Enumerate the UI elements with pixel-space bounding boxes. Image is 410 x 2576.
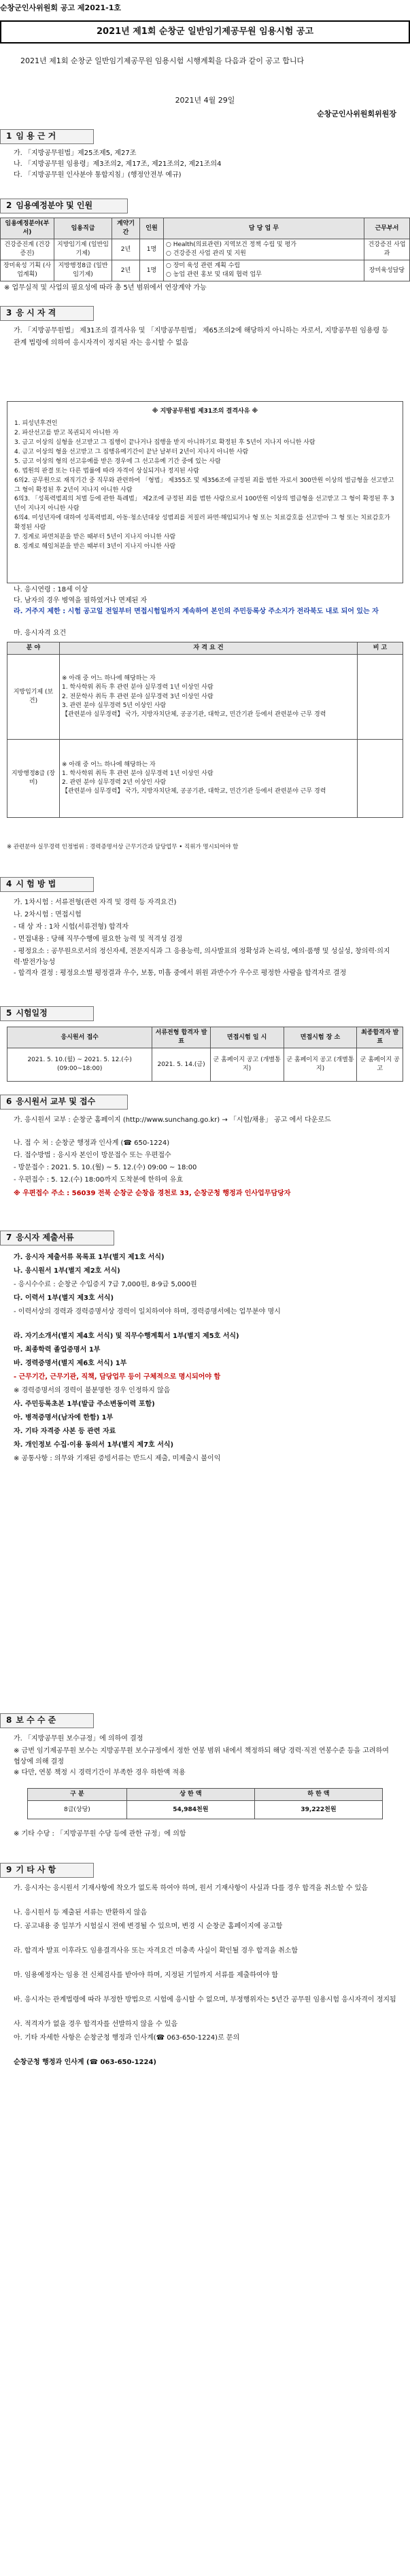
th: 응시원서 접수: [7, 1027, 152, 1048]
cell: ○ 장미 육성 관련 계획 수립 ○ 농업 관련 홍보 및 대외 협력 업무: [164, 260, 364, 281]
th: 면접시험 일 시: [210, 1027, 284, 1048]
header-note: 순창군인사위원회 공고 제2021-1호: [0, 3, 122, 12]
s9-line-5: 마. 임용예정자는 임용 전 신체검사를 받아야 하며, 지정된 기일까지 서류를 제출하여야 함: [14, 1972, 279, 1979]
s6-line-4: - 방문접수 : 2021. 5. 10.(월) ~ 5. 12.(수) 09:00 ~ 18:00: [14, 1164, 197, 1171]
s6-line-2: 나. 접 수 처 : 순창군 행정과 인사계 (☎ 650-1224): [14, 1139, 170, 1147]
s8-salary-table: [27, 1788, 383, 1819]
cell: 장미육성담당: [364, 260, 410, 281]
cell: 지방임기제 (일반임기제): [54, 239, 112, 260]
section-number: 8: [6, 1715, 12, 1725]
th: 비 고: [358, 642, 403, 655]
s6-line-1: 가. 응시원서 교부 : 순창군 홈페이지 (http://www.sunchang.go.kr) → 「시험/채용」 공고 에서 다운로드: [14, 1116, 331, 1124]
s7-line-2: 나. 응시원서 1부(별지 제2호 서식): [14, 1267, 120, 1275]
s8-line-3: ※ 다만, 연봉 책정 시 경력기간이 부족한 경우 하한액 적용: [14, 1769, 186, 1776]
cell: 건강증진계 (건강증진): [1, 239, 54, 260]
cell: 군 홈페이지 공고: [357, 1048, 403, 1082]
th: 담 당 업 무: [164, 218, 364, 239]
th: 자 격 요 건: [60, 642, 358, 655]
s6-line-6: ※ 우편접수 주소 : 56039 전북 순창군 순창읍 경천로 33, 순창군청 행정과 인사업무담당자: [14, 1190, 291, 1197]
cell: ※ 아래 중 어느 하나에 해당하는 자 1. 학사학위 취득 후 관련 분야 실무경력 1년 이상인 사람 2. 전문학사 취득 후 관련 분야 실무경력 3년 이상인 사람 3. 관련 분야 실무경력 5년 이상인 사람 【관련분야 실무경력】 국가, 지방자치단체, 공공기관, 대학교, 민간기관 등에서 관련분야 근무 경력: [60, 655, 358, 740]
cell: ※ 아래 중 어느 하나에 해당하는 자 1. 학사학위 취득 후 관련 분야 실무경력 1년 이상인 사람 2. 관련 분야 실무경력 2년 이상인 사람 【관련분야 실무경력】 국가, 지방자치단체, 공공기관, 대학교, 민간기관 등에서 관련분야 근무 경력: [60, 740, 358, 818]
s9-line-7: 사. 적격자가 없을 경우 합격자를 선발하지 않을 수 있음: [14, 2021, 178, 2028]
box-item: 6. 법원의 판결 또는 다른 법률에 따라 자격이 상실되거나 정지된 사람: [14, 467, 199, 475]
box-item: 6의2. 공무원으로 재직기간 중 직무와 관련하여 「형법」 제355조 및 제356조에 규정된 죄를 범한 자로서 300만원 이상의 벌금형을 선고받고 그 형이 확정된 후 2년이 지나지 아니한 사람: [14, 477, 394, 494]
th: 서류전형 합격자 발표: [152, 1027, 210, 1048]
cell: 2년: [112, 260, 140, 281]
cell: 2년: [112, 239, 140, 260]
cell: 8급(상당): [28, 1801, 127, 1819]
s2-table: [0, 218, 410, 281]
section-title: 응시원서 교부 및 접수: [16, 1097, 96, 1107]
s3-requirements-table: [7, 642, 403, 818]
cell: [358, 655, 403, 740]
th: 임용직급: [54, 218, 112, 239]
cell: 군 홈페이지 공고 (개별통지): [210, 1048, 284, 1082]
cell: 39,222천원: [254, 1801, 382, 1819]
s7-line-7: 마. 최종학력 졸업증명서 1부: [14, 1346, 101, 1354]
table-row: [7, 1048, 403, 1082]
section-number: 6: [6, 1097, 12, 1107]
th: 하 한 액: [254, 1789, 382, 1801]
box-item: 6의4. 미성년자에 대하여 성폭력범죄, 아동·청소년대상 성범죄를 저질러 파면·해임되거나 형 또는 치료감호를 선고받아 그 형 또는 치료감호가 확정된 사람: [14, 515, 390, 532]
s7-line-4: 다. 이력서 1부(별지 제3호 서식): [14, 1294, 114, 1302]
cell: ○ Health(의료관련) 지역보건 정책 수립 및 평가 ○ 건강증진 사업 관리 및 지원: [164, 239, 364, 260]
s8-line-1: 가. 「지방공무원 보수규정」에 의하여 결정: [14, 1735, 143, 1742]
s4-line-1: 가. 1차시험 : 서류전형(관련 자격 및 경력 등 자격요건): [14, 899, 177, 906]
section-6-header: [0, 1095, 128, 1110]
th: 상 한 액: [126, 1789, 254, 1801]
box-item: 7. 징계로 파면처분을 받은 때부터 5년이 지나지 아니한 사람: [14, 534, 176, 541]
cell: 지방행정8급 (장미): [7, 740, 60, 818]
th: 인원: [140, 218, 164, 239]
section-9-header: [0, 1863, 94, 1878]
section-2-header: [0, 199, 128, 213]
section-title: 시험일정: [16, 1008, 48, 1018]
cell: 건강증진 사업과: [364, 239, 410, 260]
s7-line-12: 아. 병적증명서(남자에 한함) 1부: [14, 1414, 114, 1422]
s7-line-9: - 근무기간, 근무기관, 직책, 담당업무 등이 구체적으로 명시되어야 함: [14, 1373, 221, 1381]
cell: 2021. 5. 10.(월) ~ 2021. 5. 12.(수) (09:00~18:00): [7, 1048, 152, 1082]
cell: 지방행정8급 (일반임기제): [54, 260, 112, 281]
s3-line-1: 나. 응시연령 : 18세 이상: [14, 586, 88, 594]
s3-line-2: 다. 남자의 경우 병역을 필하였거나 면제된 자: [14, 597, 148, 604]
cell: 2021. 5. 14.(금): [152, 1048, 210, 1082]
cell: 지방임기제 (보건): [7, 655, 60, 740]
s7-line-11: 사. 주민등록초본 1부(발급 주소변동이력 포함): [14, 1401, 155, 1408]
s7-line-15: ※ 공통사항 : 의무와 기재된 증빙서류는 반드시 제출, 미제출시 불이익: [14, 1455, 221, 1462]
s1-line-3: 다. 「지방공무원 인사분야 통합지침」(행정안전부 예규): [14, 171, 182, 179]
disqualification-box: [7, 401, 403, 583]
section-number: 4: [6, 879, 12, 889]
th: 구 분: [28, 1789, 127, 1801]
section-number: 2: [6, 201, 12, 211]
th: 근무부서: [364, 218, 410, 239]
s3-intro: 가. 「지방공무원법」 제31조의 결격사유 및 「지방공무원법」 제65조의2에 해당하지 아니하는 자로서, 지방공무원 임용령 등 관계 법령에 의하여 응시자격이 정지된 자는 응시할 수 없음: [14, 327, 389, 347]
th: 최종합격자 발표: [357, 1027, 403, 1048]
table-row: [7, 740, 403, 818]
section-title: 보 수 수 준: [16, 1715, 56, 1725]
box-item: 5. 금고 이상의 형의 선고유예를 받은 경우에 그 선고유예 기간 중에 있는 사람: [14, 458, 221, 465]
intro-text: 2021년 제1회 순창군 일반임기제공무원 임용시험 시행계획을 다음과 같이 공고 합니다: [20, 56, 305, 65]
s9-line-3: 다. 공고내용 중 일부가 시험실시 전에 변경될 수 있으며, 변경 시 순창군 홈페이지에 공고함: [14, 1923, 283, 1930]
box-title: ※ 지방공무원법 제31조의 결격사유 ※: [152, 408, 258, 415]
section-7-header: [0, 1231, 114, 1246]
section-4-header: [0, 877, 94, 892]
s8-note: ※ 기타 수당 : 「지방공무원 수당 등에 관한 규정」에 의함: [14, 1830, 186, 1838]
s1-line-1: 가. 「지방공무원법」제25조제5, 제27조: [14, 150, 137, 157]
s7-line-6: 라. 자기소개서(별지 제4호 서식) 및 직무수행계획서 1부(별지 제5호 서식): [14, 1333, 239, 1340]
section-number: 3: [6, 308, 12, 318]
th: 분 야: [7, 642, 60, 655]
th: 계약기간: [112, 218, 140, 239]
table-row: [1, 260, 410, 281]
cell: 1명: [140, 260, 164, 281]
box-item: 2. 파산선고를 받고 복권되지 아니한 자: [14, 429, 119, 436]
s6-line-3: 다. 접수방법 : 응시자 본인이 방문접수 또는 우편접수: [14, 1152, 171, 1159]
cell: 54,984천원: [126, 1801, 254, 1819]
s7-line-13: 자. 기타 자격증 사본 등 관련 자료: [14, 1428, 116, 1435]
box-item: 8. 징계로 해임처분을 받은 때부터 3년이 지나지 아니한 사람: [14, 543, 176, 551]
s1-line-2: 나. 「지방공무원 임용령」제3조의2, 제17조, 제21조의2, 제21조의4: [14, 160, 222, 168]
cell: [358, 740, 403, 818]
section-number: 1: [6, 131, 12, 141]
table-row: [1, 239, 410, 260]
s3-table-note: ※ 관련분야 실무경력 인정범위 : 경력증명서상 근무기간과 담당업무 • 직위가 명시되어야 함: [7, 844, 239, 851]
s8-line-2: ※ 금번 임기제공무원 보수는 지방공무원 보수규정에서 정한 연봉 범위 내에서 책정하되 해당 경력·직전 연봉수준 등을 고려하여 협상에 의해 결정: [14, 1747, 389, 1766]
s9-line-8: 아. 기타 자세한 사항은 순창군청 행정과 인사계(☎ 063-650-1224)로 문의: [14, 2034, 240, 2042]
contact-info: 순창군청 행정과 인사계 (☎ 063-650-1224): [14, 2059, 157, 2066]
s7-line-14: 차. 개인정보 수집·이용 동의서 1부(별지 제7호 서식): [14, 1441, 174, 1449]
section-3-header: [0, 306, 94, 321]
box-item: 6의3. 「성폭력범죄의 처벌 등에 관한 특례법」 제2조에 규정된 죄를 범한 사람으로서 100만원 이상의 벌금형을 선고받고 그 형이 확정된 후 3년이 지나지 아니한 사람: [14, 496, 394, 513]
s7-line-10: ※ 경력증명서의 경력이 불분명한 경우 인정하지 않음: [14, 1387, 171, 1394]
section-1-header: [0, 129, 94, 144]
table-row: [7, 655, 403, 740]
box-item: 3. 금고 이상의 실형을 선고받고 그 집행이 끝나거나 집행을 받지 아니하기로 확정된 후 5년이 지나지 아니한 사람: [14, 439, 315, 446]
box-item: 1. 피성년후견인: [14, 419, 58, 427]
th: 임용예정분야(부서): [1, 218, 54, 239]
notice-signer: 순창군인사위원회위원장: [317, 109, 396, 118]
cell: 군 홈페이지 공고 (개별통지): [284, 1048, 357, 1082]
s2-note: ※ 업무실적 및 사업의 필요성에 따라 총 5년 범위에서 연장계약 가능: [4, 284, 207, 292]
s4-line-3: - 대 상 자 : 1차 시험(서류전형) 합격자: [14, 923, 129, 931]
section-8-header: [0, 1713, 94, 1728]
s9-line-1: 가. 응시자는 응시원서 기재사항에 착오가 없도록 하여야 하며, 원서 기재사항이 사실과 다를 경우 합격을 취소할 수 있음: [14, 1885, 368, 1892]
notice-date: 2021년 4월 29일: [175, 96, 235, 105]
s4-line-5: - 평정요소 : 공무원으로서의 정신자세, 전문지식과 그 응용능력, 의사발표의 정확성과 논리성, 예의·품행 및 성실성, 창의력·의지력·발전가능성: [14, 948, 390, 966]
box-item: 4. 금고 이상의 형을 선고받고 그 집행유예기간이 끝난 날부터 2년이 지나지 아니한 사람: [14, 448, 249, 456]
s7-line-1: 가. 응시자 제출서류 목록표 1부(별지 제1호 서식): [14, 1254, 165, 1261]
s9-line-2: 나. 응시원서 등 제출된 서류는 반환하지 않음: [14, 1909, 148, 1917]
s4-line-4: - 면접내용 : 당해 직무수행에 필요한 능력 및 적격성 검정: [14, 935, 183, 943]
s9-line-6: 바. 응시자는 관계법령에 따라 부정한 방법으로 시험에 응시할 수 없으며, 부정행위자는 5년간 공무원 임용시험 응시자격이 정지됨: [14, 1996, 396, 2004]
section-title: 임용예정분야 및 인원: [16, 201, 93, 211]
s7-line-8: 바. 경력증명서(별지 제6호 서식) 1부: [14, 1360, 127, 1367]
s6-line-5: - 우편접수 : 5. 12.(수) 18:00까지 도착분에 한하여 유효: [14, 1176, 184, 1184]
s7-line-5: - 이력서상의 경력과 경력증명서상 경력이 일치하여야 하며, 경력증명서에는 업무분야 명시: [14, 1308, 281, 1316]
s5-schedule-table: [7, 1027, 403, 1082]
page-title: 2021년 제1회 순창군 일반임기제공무원 임용시험 공고: [0, 20, 410, 44]
section-title: 응 시 자 격: [16, 308, 56, 318]
cell: 장미육성 기획 (사업계획): [1, 260, 54, 281]
section-title: 기 타 사 항: [16, 1865, 56, 1875]
s9-line-4: 라. 합격자 발표 이후라도 임용결격사유 또는 자격요건 미충족 사실이 확인될 경우 합격을 취소함: [14, 1947, 298, 1955]
section-number: 9: [6, 1865, 12, 1875]
section-title: 시 험 방 법: [16, 879, 56, 889]
s3-line-3: 라. 거주지 제한 : 시험 공고일 전일부터 면접시험일까지 계속하여 본인의 주민등록상 주소지가 전라북도 내로 되어 있는 자: [14, 608, 379, 615]
section-title: 응시자 제출서류: [16, 1233, 74, 1243]
section-title: 임 용 근 거: [16, 131, 56, 141]
section-5-header: [0, 1006, 94, 1021]
s4-line-2: 나. 2차시험 : 면접시험: [14, 911, 82, 918]
cell: 1명: [140, 239, 164, 260]
s3-line-4: 마. 응시자격 요건: [14, 630, 67, 637]
s4-line-6: - 합격자 결정 : 평정요소별 평정결과 우수, 보통, 미흡 중에서 위원 과반수가 우수로 평정한 사람을 합격자로 결정: [14, 969, 347, 977]
section-number: 5: [6, 1008, 12, 1018]
th: 면접시험 장 소: [284, 1027, 357, 1048]
section-number: 7: [6, 1233, 12, 1243]
s7-line-3: - 응시수수료 : 순창군 수입증지 7급 7,000원, 8·9급 5,000원: [14, 1281, 197, 1288]
table-row: [28, 1801, 383, 1819]
